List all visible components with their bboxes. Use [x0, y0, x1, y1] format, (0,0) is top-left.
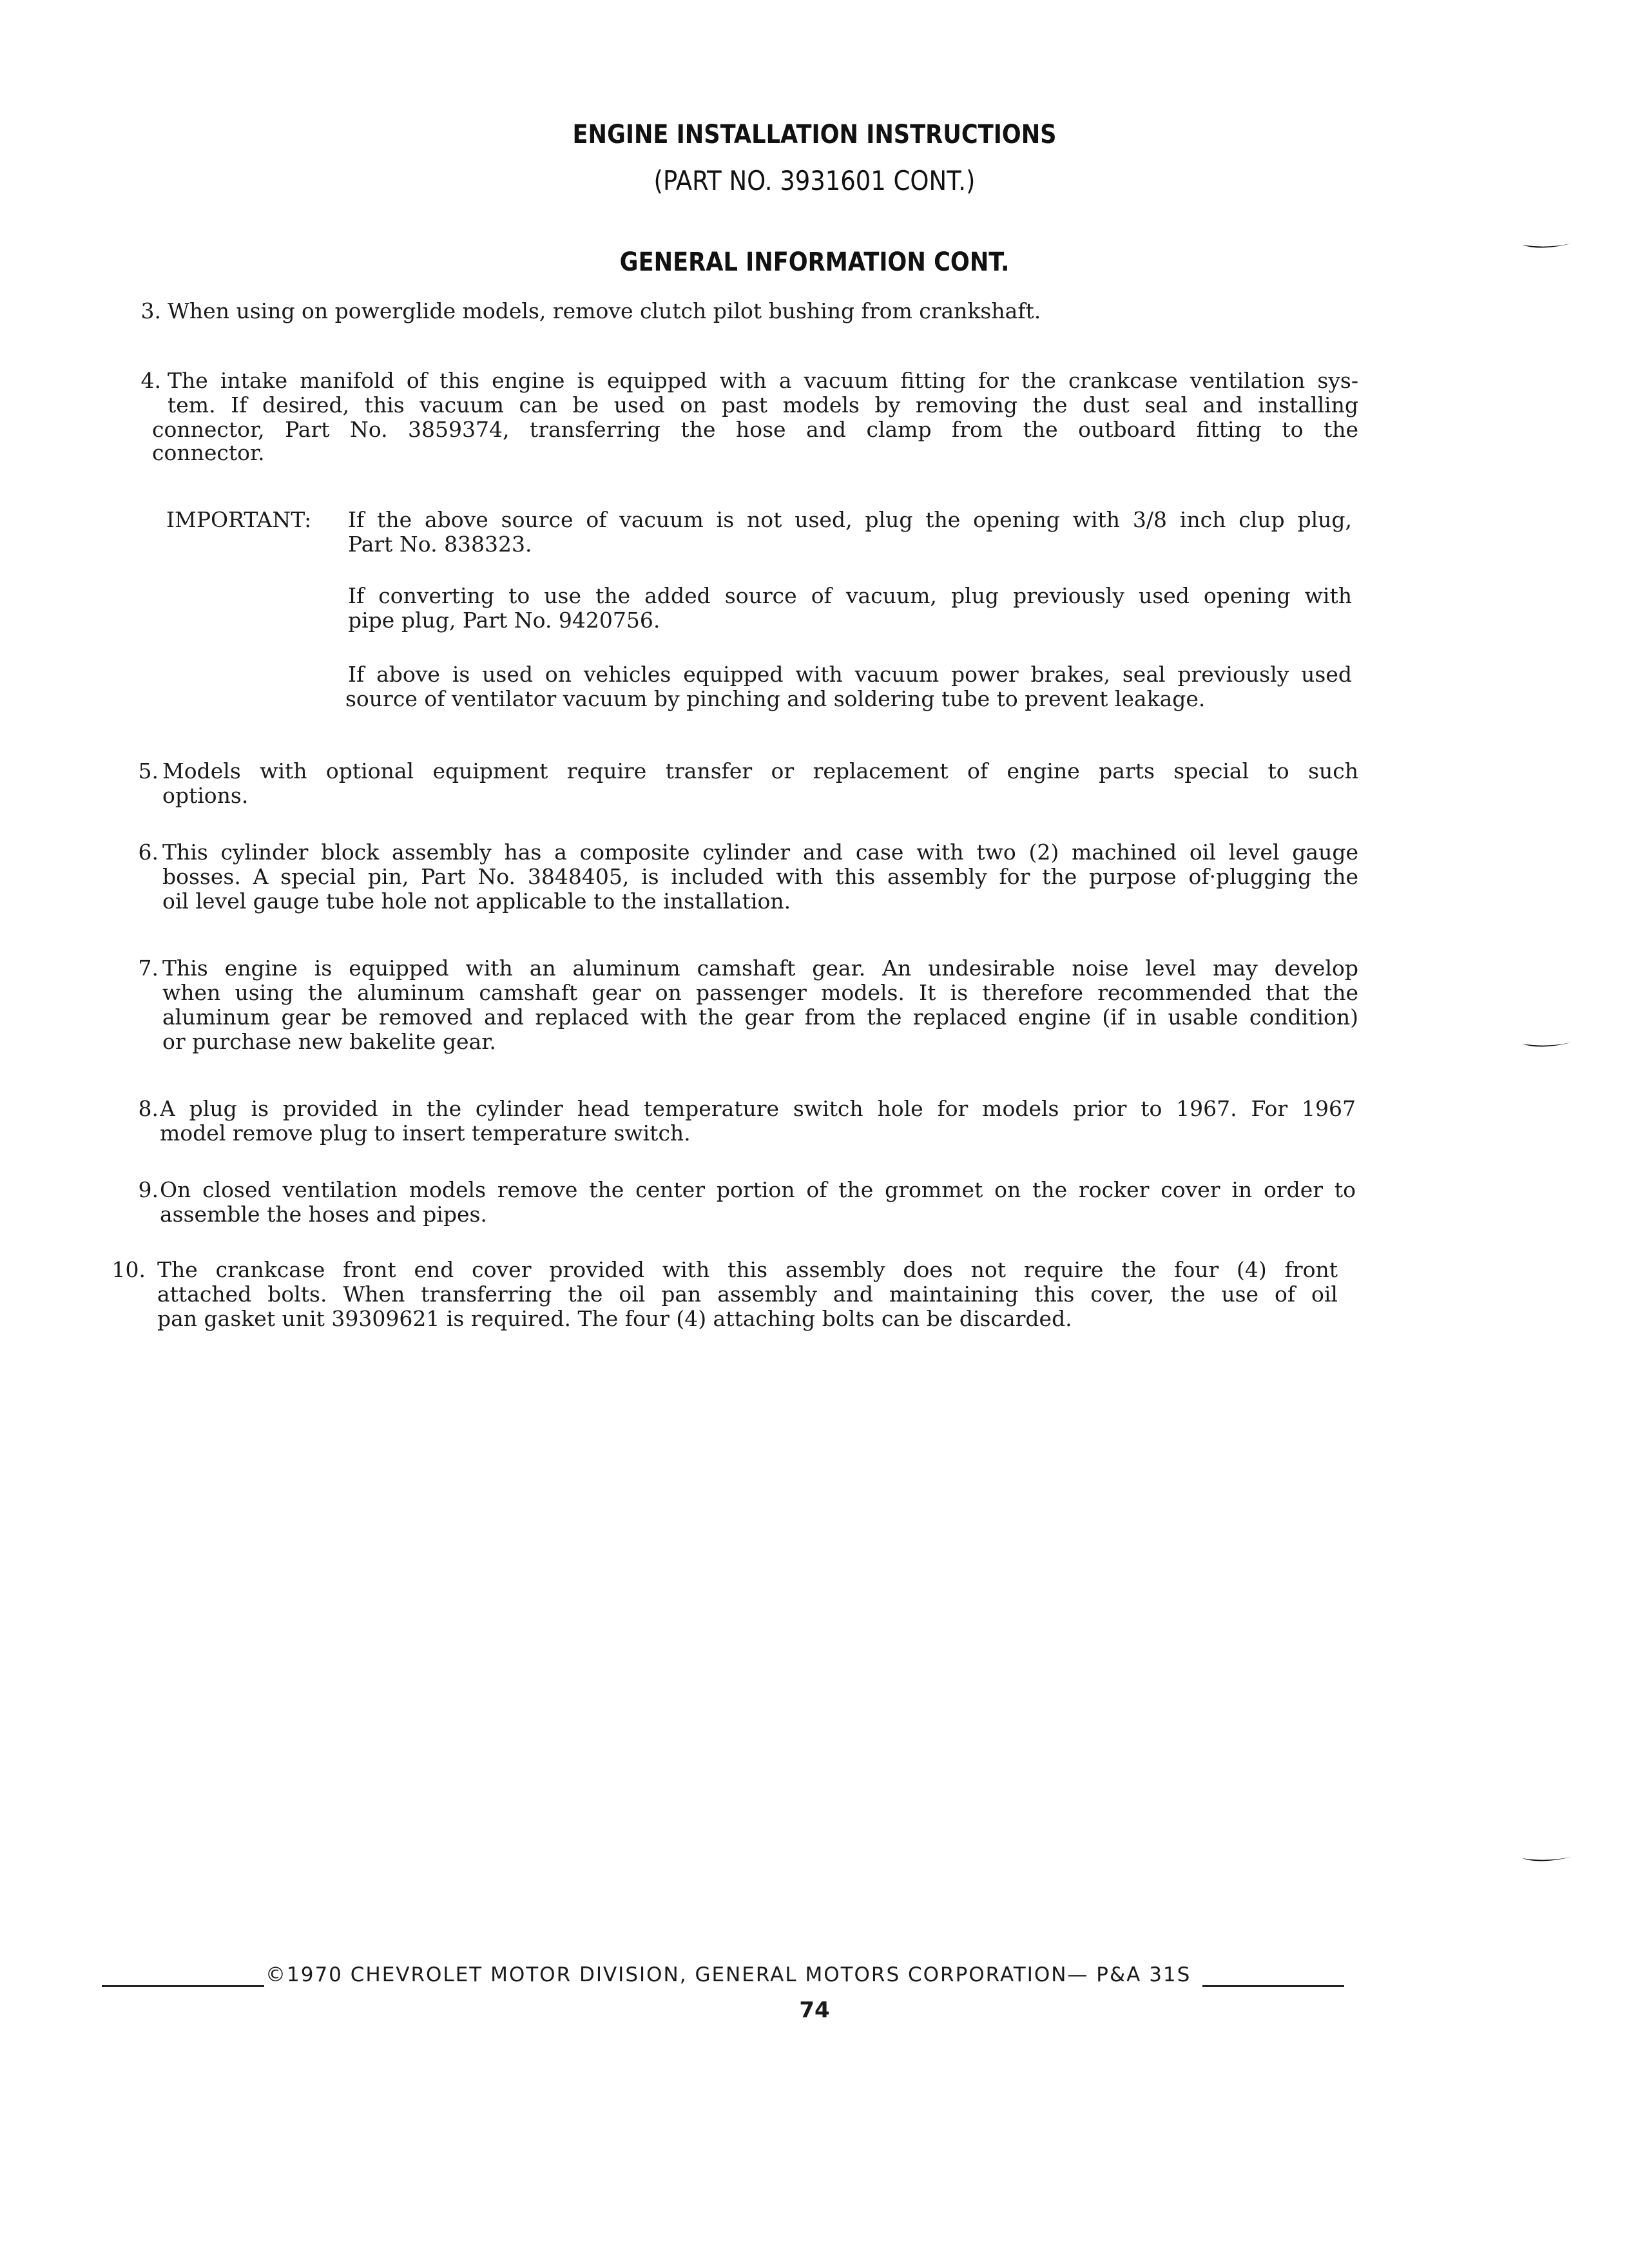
item-text-line: attached bolts. When transferring the oil pan assembly and maintaining this cover, the use of oil [157, 1282, 1338, 1307]
item-text-line: assemble the hoses and pipes. [160, 1202, 487, 1227]
item-number: 5. [138, 758, 159, 783]
item-text-line: model remove plug to insert temperature switch. [160, 1120, 691, 1146]
item-text-line: The intake manifold of this engine is equipped with a vacuum fitting for the crankcase ventilation sys- [168, 368, 1358, 393]
footer [0, 1963, 1629, 1995]
binding-mark-icon [1521, 242, 1572, 251]
important-text-line: pipe plug, Part No. 9420756. [348, 608, 660, 633]
item-text-line: The crankcase front end cover provided with this assembly does not require the four (4) front [157, 1257, 1338, 1282]
footer-copyright: ©1970 CHEVROLET MOTOR DIVISION, GENERAL MOTORS CORPORATION— P&A 31S [265, 1963, 1191, 1986]
item-number: 3. [140, 298, 161, 323]
binding-mark-icon [1521, 1856, 1572, 1865]
item-number: 10. [111, 1257, 146, 1282]
important-text-line: If the above source of vacuum is not used, plug the opening with 3/8 inch clup plug, [348, 507, 1352, 532]
binding-mark-icon [1521, 1041, 1572, 1050]
item-number: 4. [140, 368, 161, 393]
important-text-line: Part No. 838323. [348, 532, 532, 557]
item-text: When using on powerglide models, remove clutch pilot bushing from crankshaft. [168, 298, 1041, 323]
item-text-line: On closed ventilation models remove the center portion of the grommet on the rocker cover in order to [160, 1177, 1356, 1202]
item-text-line: This engine is equipped with an aluminum camshaft gear. An undesirable noise level may develop [162, 956, 1358, 981]
item-number: 6. [138, 840, 159, 865]
page-number: 74 [799, 1997, 830, 2023]
item-text-line: connector. [152, 440, 265, 465]
footer-rule-left [102, 1985, 264, 1987]
item-text-line: when using the aluminum camshaft gear on passenger models. It is therefore recommended that the [162, 980, 1358, 1005]
item-number: 9. [138, 1177, 159, 1202]
item-text-line: Models with optional equipment require transfer or replacement of engine parts special to such [162, 758, 1358, 783]
item-text-line: options. [162, 783, 249, 808]
item-text-line: oil level gauge tube hole not applicable to the installation. [162, 889, 791, 914]
page-title: ENGINE INSTALLATION INSTRUCTIONS [572, 120, 1057, 149]
item-text-line: This cylinder block assembly has a composite cylinder and case with two (2) machined oil level gauge [162, 840, 1358, 865]
section-heading: GENERAL INFORMATION CONT. [619, 247, 1010, 277]
item-text-line: connector, Part No. 3859374, transferring the hose and clamp from the outboard fitting to the [152, 417, 1358, 442]
item-number: 8. [138, 1096, 159, 1121]
item-text-line: bosses. A special pin, Part No. 3848405, is included with this assembly for the purpose of·plugging the [162, 864, 1358, 889]
item-text-line: aluminum gear be removed and replaced with the gear from the replaced engine (if in usable condition) [162, 1004, 1358, 1030]
item-text-line: A plug is provided in the cylinder head temperature switch hole for models prior to 1967. For 1967 [160, 1096, 1356, 1121]
important-text-line: If above is used on vehicles equipped with vacuum power brakes, seal previously used [348, 662, 1352, 687]
important-text-line: source of ventilator vacuum by pinching and soldering tube to prevent leakage. [345, 686, 1206, 711]
footer-rule-right [1202, 1985, 1344, 1987]
important-text-line: If converting to use the added source of vacuum, plug previously used opening with [348, 583, 1352, 608]
page-subtitle: (PART NO. 3931601 CONT.) [653, 165, 976, 197]
important-label: IMPORTANT: [166, 507, 312, 532]
item-text-line: tem. If desired, this vacuum can be used on past models by removing the dust seal and installing [168, 392, 1358, 418]
item-text-line: pan gasket unit 39309621 is required. The four (4) attaching bolts can be discarded. [157, 1306, 1072, 1331]
item-number: 7. [138, 956, 159, 981]
item-text-line: or purchase new bakelite gear. [162, 1029, 496, 1054]
